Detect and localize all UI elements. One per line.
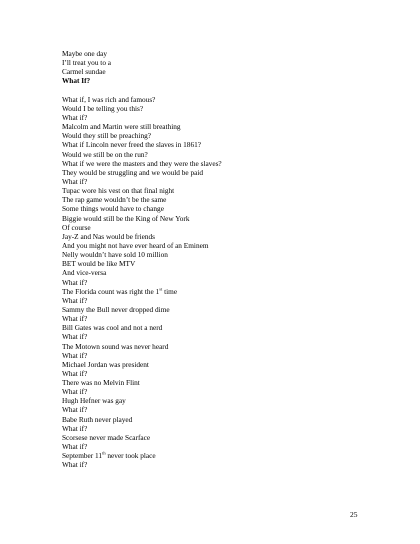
poem-line (62, 415, 382, 424)
poem-line (62, 323, 382, 332)
poem-line-text: What if we were the masters and they were the slaves? (62, 158, 222, 168)
poem-line (62, 396, 382, 405)
poem-line (62, 223, 382, 232)
poem-line (62, 369, 382, 378)
poem-lines (62, 95, 382, 470)
poem-line-text: Would we still be on the run? (62, 149, 148, 159)
poem-line-text: What if? (62, 368, 88, 378)
poem-line-text: They would be struggling and we would be paid (62, 167, 204, 177)
page-number: 25 (350, 510, 358, 519)
poem-line-text: What if? (62, 176, 88, 186)
poem-line-text: There was no Melvin Flint (62, 378, 140, 388)
poem-line (62, 241, 382, 250)
poem-line-text: What if Lincoln never freed the slaves in 1861? (62, 140, 201, 150)
poem-line-text: Michael Jordan was president (62, 359, 149, 369)
poem-line-text: Jay-Z and Nas would be friends (62, 231, 156, 241)
poem-line (62, 113, 382, 122)
poem-line (62, 305, 382, 314)
poem-line (62, 131, 382, 140)
poem-title: What If? (62, 76, 91, 86)
poem-line-text: Biggie would still be the King of New York (62, 213, 190, 223)
poem-line (62, 360, 382, 369)
poem-line-text-after: time (162, 286, 178, 296)
poem-line-text: What if? (62, 314, 88, 324)
poem-line-text: Hugh Hefner was gay (62, 396, 126, 406)
ordinal-superscript: st (159, 286, 163, 292)
poem-line (62, 351, 382, 360)
poem-line (62, 232, 382, 241)
poem-line-text: BET would be like MTV (62, 259, 136, 269)
poem-line-text: What if? (62, 332, 88, 342)
poem-text-block (62, 49, 382, 469)
poem-line-text: What if? (62, 112, 88, 122)
poem-line (62, 433, 382, 442)
poem-line (62, 186, 382, 195)
poem-line (62, 140, 382, 149)
poem-line (62, 332, 382, 341)
poem-line-text: What if, I was rich and famous? (62, 94, 156, 104)
poem-line-text: Bill Gates was cool and not a nerd (62, 323, 163, 333)
poem-line-text: What if? (62, 423, 88, 433)
poem-line-text: What if? (62, 405, 88, 415)
ordinal-superscript: th (102, 450, 106, 456)
poem-line-text: Some things would have to change (62, 204, 164, 214)
intro-line: I’ll treat you to a (62, 58, 112, 68)
poem-line (62, 150, 382, 159)
poem-line (62, 159, 382, 168)
poem-line-text: Malcolm and Martin were still breathing (62, 122, 181, 132)
poem-line-text-after: never took place (105, 451, 156, 461)
poem-line-text: What if? (62, 350, 88, 360)
poem-line-text: Would I be telling you this? (62, 103, 144, 113)
intro-line: Maybe one day (62, 49, 107, 58)
poem-line (62, 168, 382, 177)
poem-line-text: Would they still be preaching? (62, 131, 151, 141)
poem-line-text: The rap game wouldn’t be the same (62, 195, 167, 205)
intro-line: Carmel sundae (62, 67, 106, 77)
poem-line (62, 287, 382, 296)
stanza-gap (62, 86, 382, 95)
poem-line (62, 460, 382, 469)
poem-line (62, 122, 382, 131)
poem-line-text: The Florida count was right the 1 (62, 286, 160, 296)
poem-line-text: And you might not have ever heard of an Eminem (62, 240, 209, 250)
poem-line (62, 378, 382, 387)
poem-line-text: Scorsese never made Scarface (62, 432, 151, 442)
poem-line (62, 250, 382, 259)
poem-line (62, 268, 382, 277)
poem-line (62, 296, 382, 305)
poem-line (62, 342, 382, 351)
poem-line-text: What if? (62, 295, 88, 305)
poem-line (62, 387, 382, 396)
poem-line (62, 278, 382, 287)
poem-line (62, 314, 382, 323)
poem-line (62, 195, 382, 204)
poem-line-text: Of course (62, 222, 91, 232)
poem-line-text: What if? (62, 460, 88, 470)
poem-line (62, 214, 382, 223)
poem-line-text: September 11 (62, 451, 103, 461)
poem-line (62, 204, 382, 213)
poem-line (62, 259, 382, 268)
poem-line-text: Babe Ruth never played (62, 414, 133, 424)
poem-line-text: Nelly wouldn’t have sold 10 million (62, 250, 168, 260)
poem-line-text: What if? (62, 442, 88, 452)
poem-line-text: Sammy the Bull never dropped dime (62, 304, 170, 314)
poem-line (62, 104, 382, 113)
poem-line-text: The Motown sound was never heard (62, 341, 169, 351)
poem-line-text: What if? (62, 387, 88, 397)
poem-line-text: Tupac wore his vest on that final night (62, 186, 175, 196)
poem-line (62, 442, 382, 451)
poem-line-text: What if? (62, 277, 88, 287)
poem-line-text: And vice-versa (62, 268, 107, 278)
poem-line (62, 95, 382, 104)
poem-line (62, 424, 382, 433)
poem-line (62, 177, 382, 186)
poem-line (62, 451, 382, 460)
poem-line (62, 405, 382, 414)
